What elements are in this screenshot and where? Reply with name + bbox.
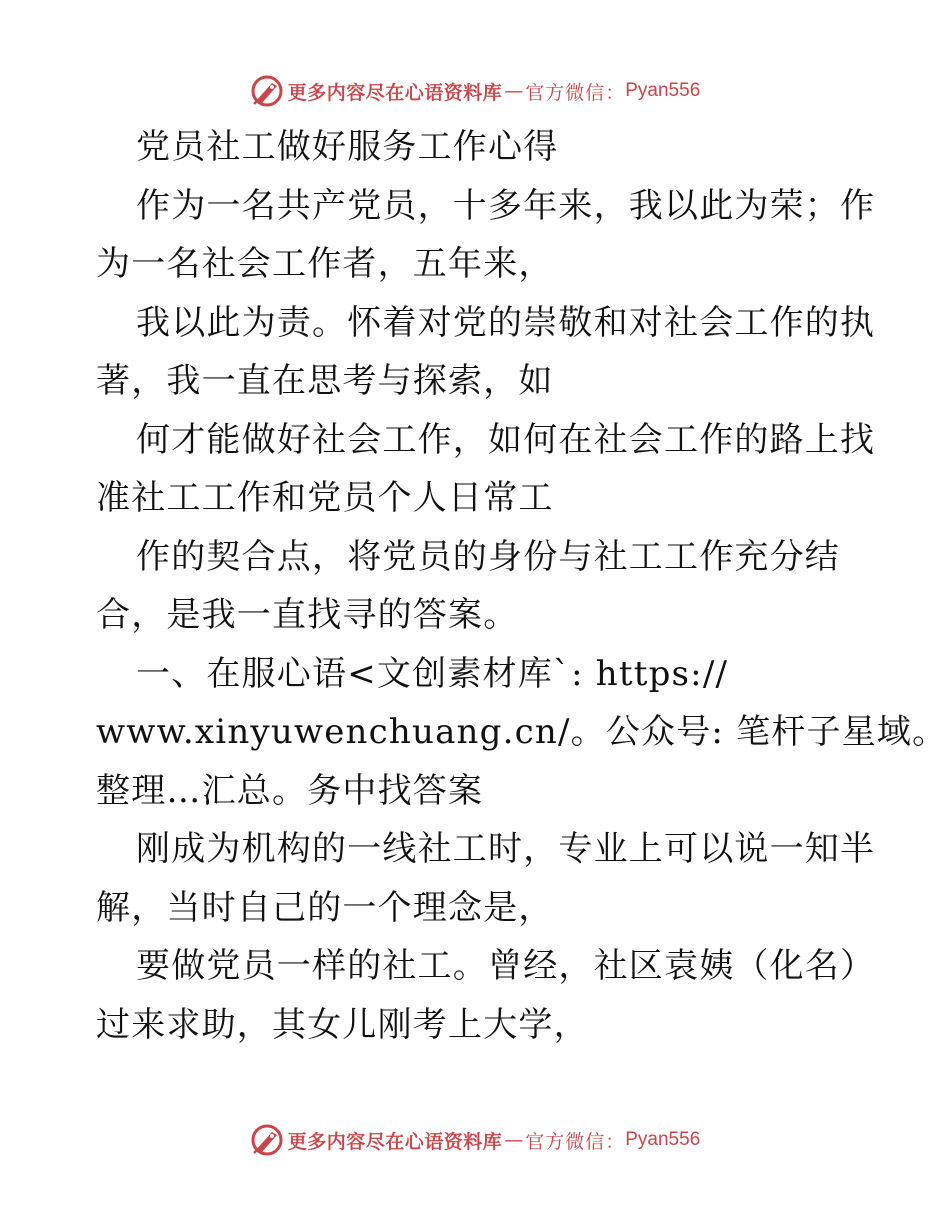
paragraph-line: www.xinyuwenchuang.cn/。公众号: 笔杆子星域。: [96, 712, 948, 752]
banner-wechat-id: Pyan556: [625, 80, 701, 101]
paragraph-line: 要做党员一样的社工。曾经，社区袁姨（化名）: [136, 946, 876, 986]
banner-brand-text: 更多内容尽在心语资料库: [287, 1130, 503, 1153]
paragraph-line: 整理…汇总。务中找答案: [96, 770, 484, 811]
pen-nib-logo-icon: [250, 1123, 284, 1157]
banner-wechat-id: Pyan556: [625, 1129, 701, 1150]
header-banner: [0, 71, 950, 111]
paragraph-line: 著，我一直在思考与探索，如: [96, 361, 554, 401]
paragraph-line: 合，是我一直找寻的答案。: [96, 595, 519, 635]
banner-brand-text: 更多内容尽在心语资料库: [287, 81, 503, 104]
paragraph-line: 解，当时自己的一个理念是，: [96, 887, 554, 928]
pen-nib-logo-icon: [250, 74, 284, 108]
section-heading-line: 一、在服心语<文创素材库`: https://: [136, 653, 729, 694]
paragraph-line: 作为一名共产党员，十多年来，我以此为荣；作: [136, 185, 876, 226]
paragraph-line: 准社工工作和党员个人日常工: [96, 478, 554, 518]
document-title: 党员社工做好服务工作心得: [136, 127, 559, 167]
banner-separator: —: [504, 1129, 524, 1151]
banner-wechat-label: 官方微信：: [525, 1130, 626, 1153]
banner-wechat-label: 官方微信：: [525, 81, 626, 104]
paragraph-line: 过来求助，其女儿刚考上大学，: [96, 1004, 589, 1045]
paragraph-line: 刚成为机构的一线社工时，专业上可以说一知半: [136, 829, 876, 869]
paragraph-line: 我以此为责。怀着对党的崇敬和对社会工作的执: [136, 302, 876, 343]
paragraph-line: 为一名社会工作者，五年来，: [96, 244, 554, 284]
paragraph-line: 何才能做好社会工作，如何在社会工作的路上找: [136, 419, 876, 460]
banner-separator: —: [504, 80, 524, 102]
footer-banner: [0, 1120, 950, 1160]
paragraph-line: 作的契合点，将党员的身份与社工工作充分结: [136, 536, 840, 577]
document-body: [96, 118, 948, 1054]
